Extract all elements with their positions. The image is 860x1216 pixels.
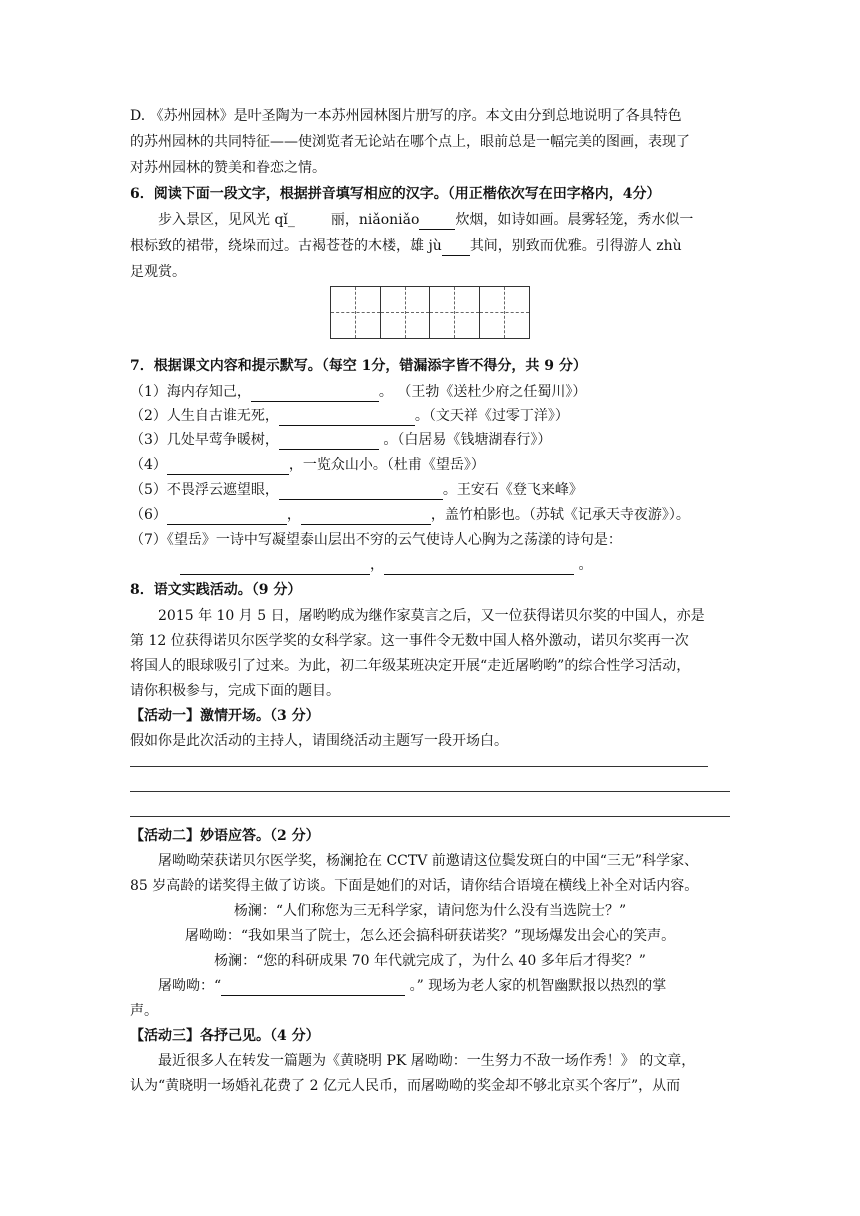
blank-ju[interactable] — [442, 240, 470, 256]
blank[interactable] — [221, 980, 405, 996]
text-segment: ， — [370, 557, 384, 573]
blank[interactable] — [279, 484, 443, 500]
blank[interactable] — [180, 559, 370, 575]
question-6-text-line-1 — [158, 210, 693, 230]
answer-line[interactable] — [130, 816, 730, 817]
question-7-item-4 — [130, 455, 485, 475]
answer-line[interactable] — [130, 766, 708, 767]
question-7-item-6 — [130, 505, 690, 525]
tianzige-cell[interactable] — [480, 287, 530, 338]
tianzige-cell[interactable] — [381, 287, 431, 338]
text-segment: 丽，niǎoniǎo — [330, 212, 420, 228]
option-d-line-3: 对苏州园林的赞美和眷恋之情。 — [130, 160, 326, 176]
dialogue-line-4 — [158, 976, 666, 996]
blank[interactable] — [167, 459, 289, 475]
question-6-text-line-2 — [130, 236, 682, 256]
blank-niaoniao[interactable] — [419, 214, 455, 230]
text-segment: 根标致的裙带，绕垛而过。古褐苍苍的木楼，雄 jù — [130, 238, 442, 254]
question-8-para-line-2: 第 12 位获得诺贝尔医学奖的女科学家。这一事件令无数中国人格外激动，诺贝尔奖再一次 — [130, 633, 689, 649]
text-segment: 。” 现场为老人家的机智幽默报以热烈的掌 — [405, 978, 667, 994]
text-segment: （2）人生自古谁无死， — [130, 408, 279, 424]
activity-2-para-line-2: 85 岁高龄的诺奖得主做了访谈。下面是她们的对话，请你结合语境在横线上补全对话内容。 — [130, 878, 699, 894]
question-6-text-line-3: 足观赏。 — [130, 264, 186, 280]
blank[interactable] — [167, 509, 287, 525]
question-7-item-3 — [130, 430, 551, 450]
dialogue-line-2: 屠呦呦：“我如果当了院士，怎么还会搞科研获诺奖？”现场爆发出会心的笑声。 — [184, 928, 676, 944]
text-segment: 炊烟，如诗如画。晨雾轻笼，秀水似一 — [455, 212, 694, 228]
question-7-item-7-blanks — [180, 555, 592, 575]
question-8-para-line-1: 2015 年 10 月 5 日，屠哟哟成为继作家莫言之后，又一位获得诺贝尔奖的中国人，亦是 — [158, 608, 705, 624]
activity-3-para-line-1: 最近很多人在转发一篇题为《黄晓明 PK 屠呦呦：一生努力不敌一场作秀！》 的文章， — [158, 1053, 696, 1069]
question-7-item-1 — [130, 382, 586, 402]
question-7-item-7: （7）《望岳》一诗中写凝望泰山层出不穷的云气使诗人心胸为之荡漾的诗句是： — [130, 532, 622, 548]
text-segment: （3）几处早莺争暖树， — [130, 432, 279, 448]
question-7-item-2 — [130, 406, 569, 426]
blank[interactable] — [301, 509, 431, 525]
blank[interactable] — [384, 559, 574, 575]
activity-1-heading: 【活动一】激情开场。（3 分） — [130, 708, 320, 724]
activity-2-heading: 【活动二】妙语应答。（2 分） — [130, 828, 320, 844]
blank[interactable] — [279, 410, 415, 426]
activity-3-heading: 【活动三】各抒己见。（4 分） — [130, 1028, 320, 1044]
activity-2-para-line-1: 屠呦呦荣获诺贝尔医学奖，杨澜抢在 CCTV 前邀请这位鬓发斑白的中国“三无”科学家、 — [158, 853, 699, 869]
text-segment: ，盖竹柏影也。（苏轼《记承天寺夜游》）。 — [430, 507, 690, 523]
text-segment: 。王安石《登飞来峰》 — [442, 482, 583, 498]
option-d-line-2: 的苏州园林的共同特征——使浏览者无论站在哪个点上，眼前总是一幅完美的图画，表现了 — [130, 134, 690, 150]
text-segment: （1）海内存知己， — [130, 384, 251, 400]
tianzige-cell[interactable] — [430, 287, 480, 338]
tianzige-cell[interactable] — [331, 287, 381, 338]
text-segment: 屠呦呦：“ — [158, 978, 222, 994]
question-8-para-line-4: 请你积极参与，完成下面的题目。 — [130, 683, 340, 699]
text-segment: 。 — [574, 557, 593, 573]
answer-line[interactable] — [130, 791, 730, 792]
question-8-heading: 8．语文实践活动。（9 分） — [130, 582, 302, 598]
question-7-item-5 — [130, 480, 583, 500]
tianzige-grid[interactable] — [330, 286, 530, 339]
question-8-para-line-3: 将国人的眼球吸引了过来。为此，初二年级某班决定开展“走近屠哟哟”的综合性学习活动， — [130, 658, 691, 674]
activity-3-para-line-2: 认为“黄晓明一场婚礼花费了 2 亿元人民币，而屠呦呦的奖金却不够北京买个客厅”，从而 — [130, 1078, 681, 1094]
text-segment: 其间，别致而优雅。引得游人 zhù — [469, 238, 682, 254]
dialogue-line-5: 声。 — [130, 1003, 158, 1019]
text-segment: ， — [286, 507, 301, 523]
text-segment: 步入景区，见风光 qǐ_ — [158, 212, 295, 228]
text-segment: （6） — [130, 507, 167, 523]
text-segment: （5）不畏浮云遮望眼， — [130, 482, 279, 498]
blank[interactable] — [251, 386, 379, 402]
text-segment: （4） — [130, 457, 167, 473]
option-d-line-1: D. 《苏州园林》是叶圣陶为一本苏州园林图片册写的序。本文由分到总地说明了各具特色 — [130, 108, 682, 124]
text-segment: 。（文天祥《过零丁洋》） — [414, 408, 569, 424]
activity-1-prompt: 假如你是此次活动的主持人，请围绕活动主题写一段开场白。 — [130, 733, 508, 749]
dialogue-line-3: 杨澜：“您的科研成果 70 年代就完成了，为什么 40 多年后才得奖？” — [214, 953, 646, 969]
text-segment: 。（白居易《钱塘湖春行》） — [378, 432, 552, 448]
text-segment: ，一览众山小。（杜甫《望岳》） — [288, 457, 485, 473]
question-6-heading: 6．阅读下面一段文字，根据拼音填写相应的汉字。（用正楷依次写在田字格内，4分） — [130, 186, 661, 202]
dialogue-line-1: 杨澜：“人们称您为三无科学家，请问您为什么没有当选院士？” — [233, 903, 627, 919]
question-7-heading: 7．根据课文内容和提示默写。（每空 1分，错漏添字皆不得分，共 9 分） — [130, 358, 587, 374]
blank[interactable] — [279, 434, 379, 450]
text-segment: 。 （王勃《送杜少府之任蜀川》） — [378, 384, 587, 400]
